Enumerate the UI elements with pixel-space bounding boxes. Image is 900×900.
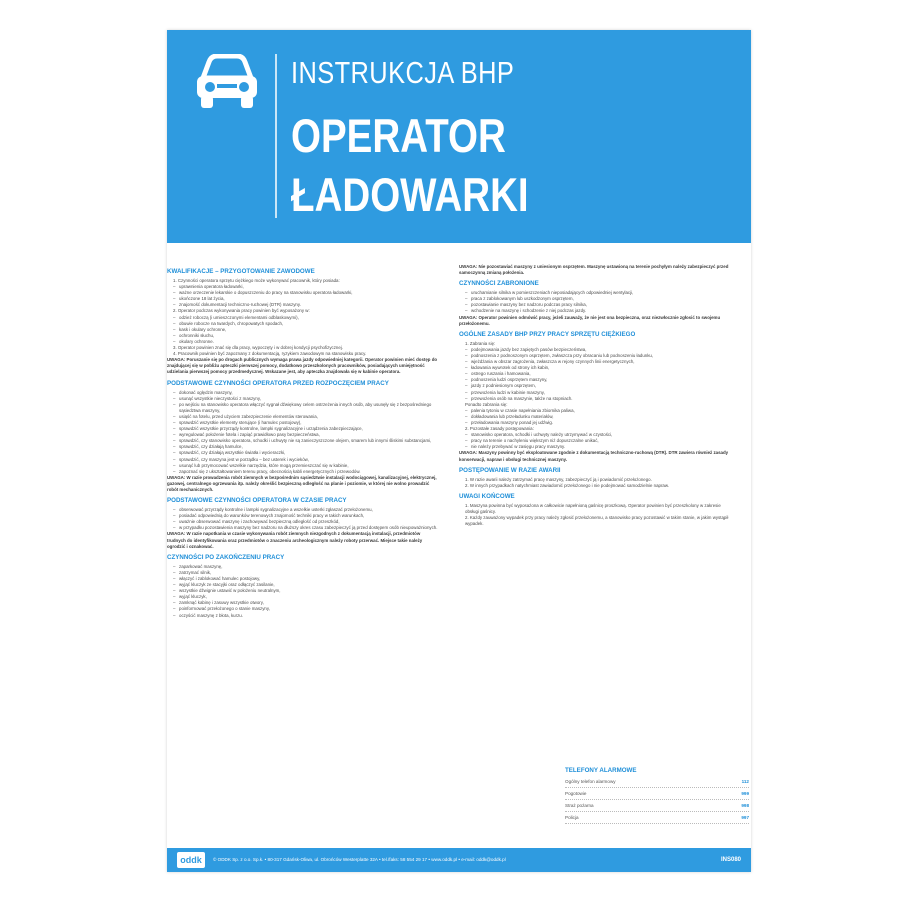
phone-number: 997 — [741, 815, 749, 820]
footer-code: INS080 — [720, 857, 741, 863]
header-title-line2: ŁADOWARKI — [291, 168, 529, 221]
list-item: – sprawdzić, czy działają wszystkie światła i wycieraczki, — [167, 450, 439, 456]
failure-list — [459, 477, 731, 489]
forbidden-list — [459, 290, 731, 314]
list-item: – sprawdzić, czy działają hamulce, — [167, 444, 439, 450]
list-item: – palenia tytoniu w czasie napełniania zbiornika paliwa, — [459, 408, 731, 414]
poster-header — [167, 30, 751, 243]
list-item: – zatrzymać silnik, — [167, 570, 439, 576]
list-item: – praca z zablokowanym lub uszkodzonym osprzętem, — [459, 296, 731, 302]
phone-row-ambulance — [565, 788, 749, 800]
list-item: 1. Maszyna powinna być wyposażona w całkowicie napełnioną gaśnicę proszkową. Operator powinien być przeszkolony w zakresie obsługi gaśnicy. — [465, 502, 721, 514]
list-item: – dokonać oględzin maszyny, — [167, 390, 439, 396]
phone-number: 112 — [741, 779, 749, 784]
poster-footer — [167, 848, 751, 872]
qualifications-note: UWAGA: Poruszanie się po drogach publicznych wymaga prawa jazdy odpowiedniej kategorii. Operator powinien mieć dostęp do znajdującej się w pobliżu apteczki pierwszej pomocy, dodatkowo przeszkolonych pracowników, posiadających umiejętność udzielania pierwszej pomocy przedmedycznej. Wskazane jest, aby apteczka znajdowała się w kabinie operatora. — [167, 357, 438, 375]
phone-row-police — [565, 812, 749, 824]
section-title-during-work: PODSTAWOWE CZYNNOŚCI OPERATORA W CZASIE PRACY — [167, 497, 347, 505]
list-item: 4. Pracownik powinien być zapoznany z dokumentacją, ryzykiem zawodowym na stanowisku pracy. — [173, 351, 367, 357]
list-item: – obuwie robocze na twardych, chropowatych spodach, — [167, 321, 439, 327]
during-work-list — [167, 507, 439, 531]
instruction-poster — [167, 30, 751, 872]
list-item: – znajomość dokumentacji techniczno-ruchowej (DTR) maszyny. — [167, 302, 439, 308]
emergency-phones — [565, 766, 749, 824]
list-item: – po wejściu na stanowisko operatora włączyć sygnał dźwiękowy celem ostrzeżenia innych osób, aby usunęły się z bezpośredniego sąsiedztwa maszyny, — [167, 402, 439, 414]
section-title-forbidden: CZYNNOŚCI ZABRONIONE — [459, 280, 539, 288]
right-top-note: UWAGA: Nie pozostawiać maszyny z uniesionym osprzętem. Maszynę ustawioną na terenie pochyłym należy zabezpieczyć przed samoczynną zmianą położenia. — [459, 264, 729, 276]
list-item: – oczyścić maszynę z błota, kurzu. — [167, 613, 439, 619]
list-item: – wyjąć kluczyk, — [167, 594, 439, 600]
list-item: – przeładowania maszyny ponad jej udźwig. — [459, 420, 731, 426]
list-item: – uruchamianie silnika w pomieszczeniach nieposiadających odpowiedniej wentylacji, — [459, 290, 731, 296]
list-item: – uprawnienia operatora ładowarki, — [167, 284, 439, 290]
oddk-logo: oddk — [177, 852, 205, 868]
list-item: – pracy na terenie o nachyleniu większym niż dopuszczalne unikać, — [459, 438, 731, 444]
header-title-line1: OPERATOR — [291, 109, 506, 162]
list-item: – w przypadku pozostawienia maszyny bez nadzoru na dłuższy okres czasu zabezpieczyć ją przed dostępem osób nieupoważnionych. — [167, 525, 439, 531]
list-item: 2. W innych przypadkach natychmiast zawiadomić przełożonego i nie podejmować samodzielnie napraw. — [465, 482, 670, 488]
list-item: – podnoszenia z podnoszonym osprzętem, zwłaszcza przy obracaniu lub podnoszeniu ładunku, — [459, 353, 731, 359]
left-column — [167, 264, 439, 619]
qualifications-list — [167, 278, 439, 357]
general-rules-note: UWAGA: Maszyny powinny być eksploatowane zgodnie z dokumentacją techniczno-ruchową (DTR). DTR zawiera również zasady konserwacji, napraw i obsługi technicznej maszyny. — [459, 450, 729, 462]
list-item: – okulary ochronne. — [167, 339, 439, 345]
list-item: – ważne orzeczenie lekarskie o dopuszczeniu do pracy na stanowisku operatora ładowarki, — [167, 290, 439, 296]
list-item: – obserwować przyrządy kontrolne i lampki sygnalizacyjne a wszelkie usterki zgłaszać przełożonemu, — [167, 507, 439, 513]
list-item: – sprawdzić, czy maszyna jest w porządku – bez usterek i wycieków, — [167, 457, 439, 463]
list-item: – posiadać odpowiednią do warunków terenowych znajomość techniki pracy w takich warunkach, — [167, 513, 439, 519]
phone-label: Straż pożarna — [565, 803, 594, 808]
section-title-final-notes: UWAGI KOŃCOWE — [459, 492, 515, 500]
phone-label: Ogólny telefon alarmowy — [565, 779, 616, 784]
list-item: – sprawdzić wszystkie elementy sterujące (i hamulec postojowy), — [167, 420, 439, 426]
section-title-qualifications: KWALIFIKACJE – PRZYGOTOWANIE ZAWODOWE — [167, 268, 315, 275]
list-item: – poinformować przełożonego o stanie maszyny, — [167, 606, 439, 612]
list-item: – zaparkować maszynę, — [167, 564, 439, 570]
list-item: – nie należy przebywać w zasięgu pracy maszyny. — [459, 444, 731, 450]
section-title-failure: POSTĘPOWANIE W RAZIE AWARII — [459, 466, 561, 474]
section-title-before-work: PODSTAWOWE CZYNNOŚCI OPERATORA PRZED ROZPOCZĘCIEM PRACY — [167, 379, 389, 387]
after-work-list — [167, 564, 439, 619]
list-item: – przewożenia osób na maszynie, także na stopniach. — [459, 396, 731, 402]
header-kicker: INSTRUKCJA BHP — [291, 55, 515, 90]
header-title — [291, 106, 529, 224]
list-item: Ponadto zabrania się: — [465, 401, 508, 407]
forbidden-note: UWAGA: Operator powinien odmówić pracy, jeżeli zauważy, że nie jest ona bezpieczna, oraz niezwłocznie zgłosić to swojemu przełożonemu. — [459, 314, 721, 326]
right-column — [459, 264, 731, 527]
list-item: – zamknąć kabinę i zasuwy wszystkie otwory, — [167, 600, 439, 606]
list-item: – dokładowania lub przeładunku materiałów, — [459, 414, 731, 420]
phone-row-general — [565, 776, 749, 788]
phone-label: Policja — [565, 815, 579, 820]
phone-number: 998 — [741, 803, 749, 808]
list-item: – usiąść na fotelu, przed użyciem zabezpieczenie elementów sterowania, — [167, 414, 439, 420]
list-item: – stanowisko operatora, schodki i uchwyty należy utrzymywać w czystości, — [459, 432, 731, 438]
car-icon — [195, 54, 259, 110]
list-item: – ukończone 18 lat życia, — [167, 296, 439, 302]
list-item: – sprawdzić, czy stanowisko operatora, schodki i uchwyty nie są zanieczyszczone olejem, smarem lub innymi śliskimi substancjami, — [167, 438, 439, 444]
phone-label: Pogotowie — [565, 791, 587, 796]
list-item: – zapoznać się z ukształtowaniem terenu pracy, obecnością kabli energetycznych i przewodów. — [167, 469, 439, 475]
section-title-after-work: CZYNNOŚCI PO ZAKOŃCZENIU PRACY — [167, 553, 285, 561]
list-item: – usunąć wszystkie nieczystości z maszyny, — [167, 396, 439, 402]
section-title-general-rules: OGÓLNE ZASADY BHP PRZY PRACY SPRZĘTU CIĘŻKIEGO — [459, 330, 636, 338]
list-item: 1. Zabrania się: — [465, 340, 496, 346]
footer-contact: © ODDK Sp. z o.o. Sp.k. • 80-317 Gdańsk-Oliwa, ul. Obrońców Westerplatte 32A • tel./faks: 58 554 29 17 • www.oddk.pl • e-mail: oddk@oddk.pl — [213, 857, 506, 862]
list-item: – wjeżdżania w obszar zagrożenia, zwłaszcza w rejony czynnych linii energetycznych, — [459, 359, 731, 365]
list-item: – jazdy z podniesionym osprzętem, — [459, 383, 731, 389]
list-item: – ochronniki słuchu, — [167, 333, 439, 339]
list-item: – wyjąć kluczyk ze stacyjki oraz odłączyć zasilanie, — [167, 582, 439, 588]
list-item: 2. Każdy zauważony wypadek przy pracy należy zgłosić przełożonemu, a stanowisko pracy pozostawić w takim stanie, w jakim wystąpił wypadek. — [465, 515, 729, 527]
list-item: – usunąć lub przymocować wszelkie narzędzia, które mogą przemieszczać się w kabinie, — [167, 463, 439, 469]
phone-row-fire — [565, 800, 749, 812]
before-work-note: UWAGA: W razie prowadzenia robót ziemnych w bezpośrednim sąsiedztwie instalacji wodociągowej, kanalizacyjnej, elektrycznej, gazowej, centralnego ogrzewania itp. należy określić bezpieczną odległość na planie i poziomie, w której nie wolno prowadzić robót mechanicznych. — [167, 474, 437, 492]
list-item: – sprawdzić wszystkie przyrządy kontrolne, lampki sygnalizacyjne i urządzenia zabezpieczające, — [167, 426, 439, 432]
during-work-note: UWAGA: W razie napotkania w czasie wykonywania robót ziemnych niezgodnych z dokumentacją instalacji, przedmiotów trudnych do identyfikowania oraz przedmiotów o znaczeniu archeologicznym należy roboty przerwać. Miejsce takie należy ogrodzić i oznakować. — [167, 531, 423, 549]
list-item: 1. Czynności operatora sprzętu ciężkiego może wykonywać pracownik, który posiada: — [173, 278, 340, 283]
list-item: 2. Pozostałe zasady postępowania: — [465, 426, 534, 432]
list-item: – pozostawianie maszyny bez nadzoru podczas pracy silnika, — [459, 302, 731, 308]
list-item: – kask i okulary ochronne, — [167, 327, 439, 333]
list-item: – podnoszenia ludzi osprzętem maszyny, — [459, 377, 731, 383]
list-item: – odzież roboczą (i umieszczonymi elementami odblaskowymi), — [167, 315, 439, 321]
general-rules-list — [459, 341, 731, 451]
list-item: – włączyć i zablokować hamulec postojowy, — [167, 576, 439, 582]
final-notes-list — [459, 503, 731, 527]
list-item: – wchodzenie na maszynę i schodzenie z niej podczas jazdy. — [459, 308, 731, 314]
list-item: – przewożenia ludzi w kabinie maszyny, — [459, 390, 731, 396]
list-item: 3. Operator powinien znać się dla pracy, wypoczęty i w dobrej kondycji psychofizycznej. — [173, 345, 344, 351]
list-item: – ostrego ruszania i hamowania, — [459, 371, 731, 377]
header-divider — [275, 54, 277, 218]
list-item: – podejmowania jazdy bez zapiętych pasów bezpieczeństwa, — [459, 347, 731, 353]
list-item: – ładowania wywrotek od strony ich kabin, — [459, 365, 731, 371]
before-work-list — [167, 390, 439, 475]
list-item: 1. W razie awarii należy zatrzymać pracę maszyny, zabezpieczyć ją i powiadomić przełożonego. — [465, 476, 652, 482]
list-item: – wszystkie dźwignie ustawić w położeniu neutralnym, — [167, 588, 439, 594]
list-item: 2. Operator podczas wykonywania pracy powinien być wyposażony w: — [173, 308, 310, 314]
emergency-phones-title: TELEFONY ALARMOWE — [565, 767, 637, 774]
phone-number: 999 — [741, 791, 749, 796]
list-item: – wyregulować położenie fotela i zapiąć prawidłowo pasy bezpieczeństwa, — [167, 432, 439, 438]
list-item: – uważnie obserwować maszynę i zachowywać bezpieczną odległość od przeszkód, — [167, 519, 439, 525]
